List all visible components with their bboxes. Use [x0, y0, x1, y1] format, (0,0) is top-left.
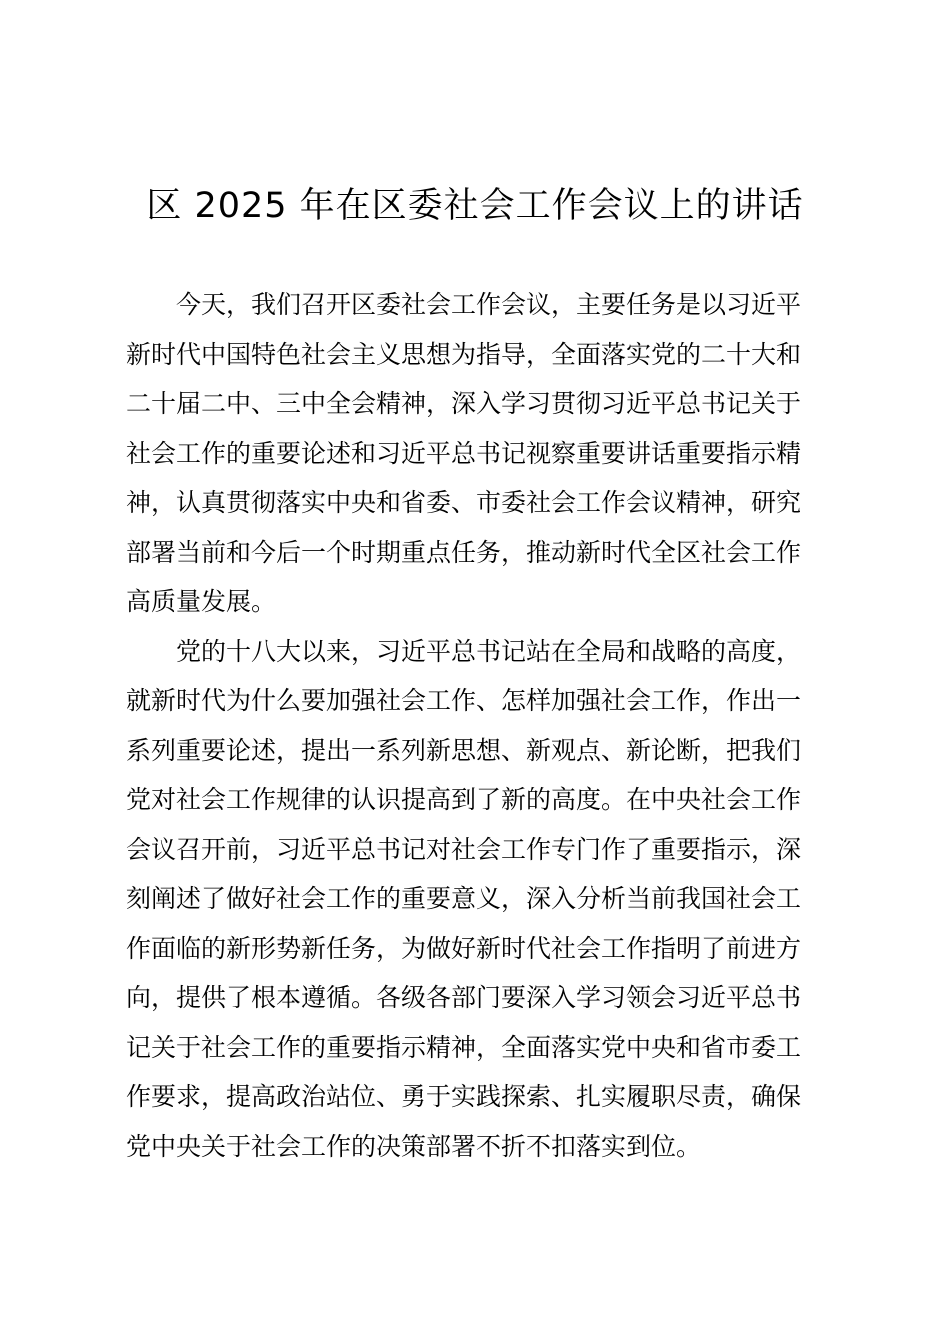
text-line: 党对社会工作规律的认识提高到了新的高度。在中央社会工作 — [126, 785, 802, 814]
text-line: 社会工作的重要论述和习近平总书记视察重要讲话重要指示精 — [126, 438, 802, 468]
text-line: 二十届二中、三中全会精神，深入学习贯彻习近平总书记关于 — [126, 389, 802, 418]
paragraph-2 — [126, 627, 836, 1172]
text-line: 向，提供了根本遵循。各级各部门要深入学习领会习近平总书 — [126, 983, 802, 1012]
text-line: 党中央关于社会工作的决策部署不折不扣落实到位。 — [126, 1131, 702, 1161]
document-title: 区 2025 年在区委社会工作会议上的讲话 — [146, 186, 804, 226]
text-line: 部署当前和今后一个时期重点任务，推动新时代全区社会工作 — [126, 537, 802, 567]
text-line: 作面临的新形势新任务，为做好新时代社会工作指明了前进方 — [126, 933, 802, 963]
text-line: 会议召开前，习近平总书记对社会工作专门作了重要指示，深 — [126, 834, 802, 864]
text-line: 今天，我们召开区委社会工作会议，主要任务是以习近平 — [176, 290, 802, 319]
text-line: 神，认真贯彻落实中央和省委、市委社会工作会议精神，研究 — [126, 488, 802, 517]
text-line: 高质量发展。 — [126, 587, 277, 616]
text-line: 就新时代为什么要加强社会工作、怎样加强社会工作，作出一 — [126, 686, 802, 715]
text-line: 记关于社会工作的重要指示精神，全面落实党中央和省市委工 — [126, 1032, 802, 1062]
text-line: 党的十八大以来，习近平总书记站在全局和战略的高度， — [176, 636, 802, 666]
text-line: 系列重要论述，提出一系列新思想、新观点、新论断，把我们 — [126, 735, 802, 765]
text-line: 作要求，提高政治站位、勇于实践探索、扎实履职尽责，确保 — [126, 1082, 802, 1111]
paragraph-1 — [126, 280, 836, 627]
text-line: 刻阐述了做好社会工作的重要意义，深入分析当前我国社会工 — [126, 884, 802, 913]
document-body — [126, 280, 836, 1171]
text-line: 新时代中国特色社会主义思想为指导，全面落实党的二十大和 — [126, 339, 802, 369]
